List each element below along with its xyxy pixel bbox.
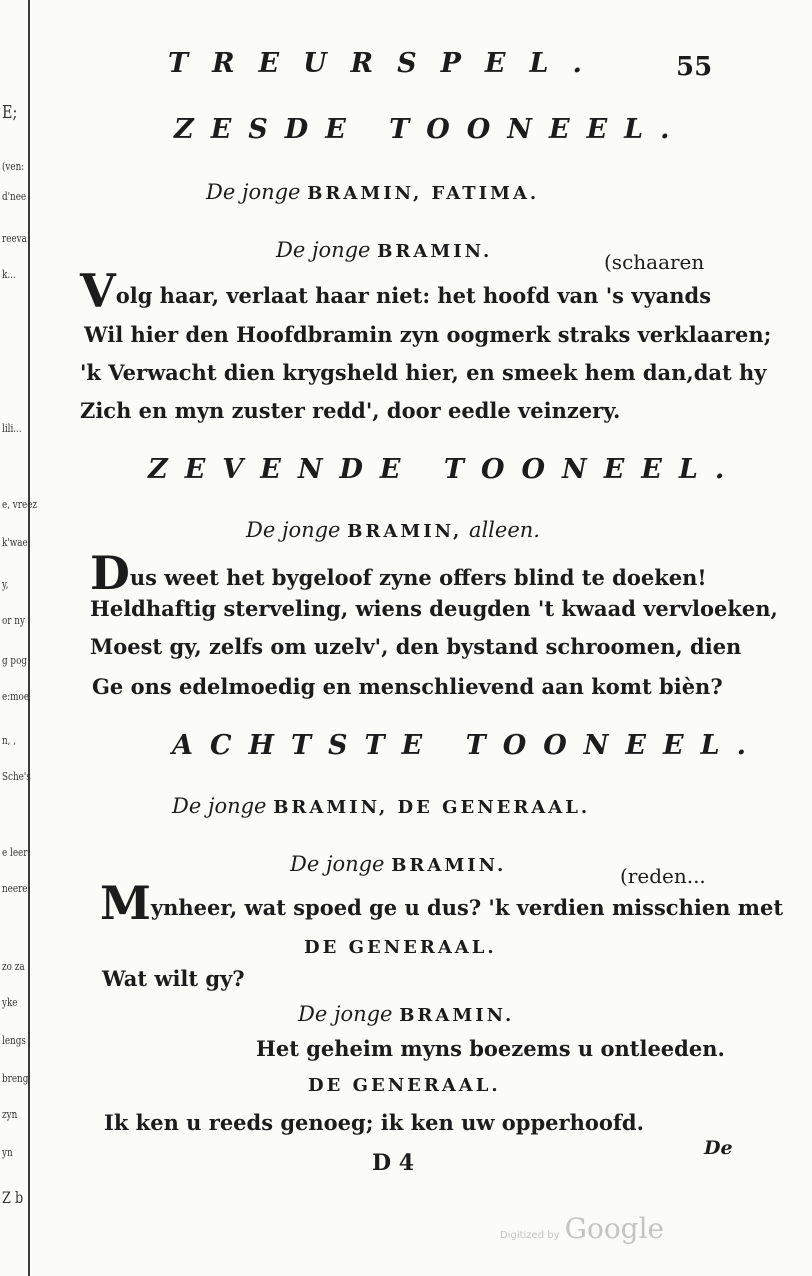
margin-fragment: Z b: [2, 1188, 24, 1207]
cast-suffix: alleen.: [468, 518, 540, 542]
running-head: TREURSPEL.: [168, 48, 606, 79]
catchword: De: [704, 1137, 733, 1159]
verse-line: Ge ons edelmoedig en menschlievend aan komt bièn?: [92, 674, 723, 699]
speaker-prefix: De jonge: [290, 852, 385, 876]
margin-fragment: zyn: [2, 1108, 18, 1121]
verse-text: ynheer, wat spoed ge u dus? 'k verdien misschien met: [150, 895, 784, 920]
margin-fragment: lili...: [2, 422, 22, 435]
margin-fragment: n, ,: [2, 734, 17, 747]
margin-fragment: breng: [2, 1072, 29, 1085]
verse-line: Het geheim myns boezems u ontleeden.: [256, 1036, 725, 1061]
speaker-label: [308, 1072, 501, 1096]
cast-prefix: De jonge: [246, 518, 341, 542]
cast-names: BRAMIN, DE GENERAAL.: [273, 797, 591, 818]
scene-heading: ZEVENDE TOONEEL.: [148, 454, 742, 485]
speaker-name: BRAMIN.: [391, 855, 507, 876]
margin-fragment: zo za: [2, 960, 25, 973]
margin-fragment: Sche's: [2, 770, 31, 783]
margin-fragment: e leer: [2, 846, 28, 859]
turnover-word: (reden...: [620, 864, 706, 888]
scene-heading: ZESDE TOONEEL.: [174, 114, 687, 145]
margin-fragment: g pog: [2, 654, 27, 667]
speaker-name: BRAMIN.: [377, 241, 493, 262]
verse-text: us weet het bygeloof zyne offers blind te doeken!: [129, 565, 707, 590]
verse-line: Wil hier den Hoofdbramin zyn oogmerk straks verklaaren;: [84, 322, 772, 347]
margin-fragment: k...: [2, 268, 16, 281]
margin-fragment: k'wae:: [2, 536, 31, 549]
verse-line: Wat wilt gy?: [102, 966, 245, 991]
verse-line: [90, 546, 707, 600]
verse-line: Ik ken u reeds genoeg; ik ken uw opperhoofd.: [104, 1110, 644, 1135]
speaker-label: [304, 934, 497, 958]
speaker-prefix: De jonge: [298, 1002, 393, 1026]
signature-mark: D 4: [372, 1150, 415, 1176]
watermark-prefix: Digitized by: [500, 1230, 560, 1241]
speaker-prefix: De jonge: [276, 238, 371, 262]
cast-name: BRAMIN,: [347, 521, 463, 542]
margin-fragment: E;: [2, 102, 18, 123]
drop-cap: V: [80, 264, 116, 318]
margin-fragment: lengs: [2, 1034, 26, 1047]
verse-line: Moest gy, zelfs om uzelv', den bystand schroomen, dien: [90, 634, 742, 659]
drop-cap: D: [90, 546, 130, 600]
margin-fragment: reeva.: [2, 232, 30, 245]
margin-fragment: e, vreez: [2, 498, 38, 511]
scene-heading: ACHTSTE TOONEEL.: [172, 730, 763, 761]
speaker-label: [290, 852, 506, 876]
drop-cap: M: [100, 876, 151, 930]
verse-line: [80, 264, 712, 318]
digitized-watermark: [500, 1212, 664, 1245]
margin-fragment: neere:: [2, 882, 31, 895]
verse-line: Heldhaftig sterveling, wiens deugden 't kwaad vervloeken,: [90, 596, 778, 621]
margin-fragment: e:moe: [2, 690, 30, 703]
cast-prefix: De jonge: [206, 180, 301, 204]
margin-fragment: yke: [2, 996, 18, 1009]
watermark-logo: Google: [564, 1212, 665, 1245]
speaker-label: [298, 1002, 514, 1026]
verse-text: olg haar, verlaat haar niet: het hoofd van 's vyands: [115, 283, 712, 308]
margin-fragment: d'nee: [2, 190, 27, 203]
verse-line: Zich en myn zuster redd', door eedle veinzery.: [80, 398, 621, 423]
cast-prefix: De jonge: [172, 794, 267, 818]
margin-fragment: (ven:: [2, 160, 25, 173]
margin-fragment: y,: [2, 578, 9, 591]
margin-fragment: or ny: [2, 614, 25, 627]
page-number: 55: [676, 52, 713, 82]
turnover-word: (schaaren: [604, 250, 705, 274]
facing-page-margin: [0, 0, 36, 1276]
margin-fragment: yn: [2, 1146, 13, 1159]
speaker-label: [276, 238, 492, 262]
cast-list: [172, 794, 590, 818]
speaker-name: BRAMIN.: [399, 1005, 515, 1026]
cast-list: [206, 180, 539, 204]
cast-list: [246, 518, 540, 542]
cast-names: BRAMIN, FATIMA.: [307, 183, 540, 204]
verse-line: 'k Verwacht dien krygsheld hier, en smeek hem dan,dat hy: [80, 360, 767, 385]
speaker-name: DE GENERAAL.: [304, 937, 497, 958]
speaker-name: DE GENERAAL.: [308, 1075, 501, 1096]
